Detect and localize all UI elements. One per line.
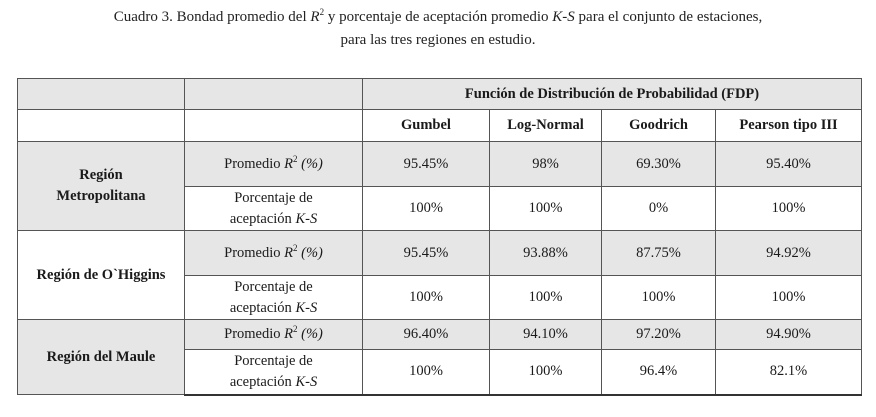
- header-empty-cell: [18, 79, 185, 110]
- table-cell: 100%: [490, 276, 602, 320]
- table-cell: 100%: [490, 350, 602, 395]
- table-cell: 96.4%: [602, 350, 716, 395]
- table-cell: 100%: [716, 276, 862, 320]
- table-cell: 100%: [363, 276, 490, 320]
- table-row: [18, 142, 862, 187]
- table-cell: 97.20%: [602, 320, 716, 350]
- column-header-log-normal: Log-Normal: [490, 110, 602, 142]
- column-header-goodrich: Goodrich: [602, 110, 716, 142]
- table-caption: [0, 6, 876, 52]
- region-name: Región de O`Higgins: [18, 231, 185, 320]
- caption-line-2: para las tres regiones en estudio.: [340, 32, 536, 48]
- header-empty-cell: [185, 79, 363, 110]
- table-cell: 98%: [490, 142, 602, 187]
- region-name: Región del Maule: [18, 320, 185, 395]
- table-cell: 100%: [602, 276, 716, 320]
- metric-label-ks: Porcentaje de aceptación K-S: [185, 187, 363, 231]
- table-cell: 0%: [602, 187, 716, 231]
- column-header-pearson: Pearson tipo III: [716, 110, 862, 142]
- table-cell: 95.40%: [716, 142, 862, 187]
- metric-label-r2: Promedio $R^2$ (%): [185, 142, 363, 187]
- metric-label-ks: Porcentaje de aceptación K-S: [185, 350, 363, 395]
- table-cell: 93.88%: [490, 231, 602, 276]
- region-name: Región Metropolitana: [18, 142, 185, 231]
- header-empty-cell: [18, 110, 185, 142]
- metric-label-r2: Promedio $R^2$ (%): [185, 320, 363, 350]
- caption-line-1: Cuadro 3. Bondad promedio del $R^2$ y porcentaje de aceptación promedio K-S para el conjunto de estaciones,: [113, 7, 763, 25]
- table-cell: 82.1%: [716, 350, 862, 395]
- results-table: [17, 78, 862, 396]
- header-empty-cell: [185, 110, 363, 142]
- table-cell: 95.45%: [363, 231, 490, 276]
- metric-label-r2: Promedio $R^2$ (%): [185, 231, 363, 276]
- table-cell: 94.10%: [490, 320, 602, 350]
- table-cell: 95.45%: [363, 142, 490, 187]
- table-cell: 94.92%: [716, 231, 862, 276]
- header-row-columns: [18, 110, 862, 142]
- header-row-group: [18, 79, 862, 110]
- table-cell: 100%: [363, 187, 490, 231]
- table-cell: 87.75%: [602, 231, 716, 276]
- column-header-gumbel: Gumbel: [363, 110, 490, 142]
- table-cell: 96.40%: [363, 320, 490, 350]
- table-row: [18, 320, 862, 350]
- metric-label-ks: Porcentaje de aceptación K-S: [185, 276, 363, 320]
- table-row: [18, 231, 862, 276]
- table-cell: 100%: [490, 187, 602, 231]
- table-cell: 94.90%: [716, 320, 862, 350]
- table-cell: 100%: [363, 350, 490, 395]
- table-cell: 69.30%: [602, 142, 716, 187]
- fdp-group-header: Función de Distribución de Probabilidad (FDP): [363, 79, 862, 110]
- table-cell: 100%: [716, 187, 862, 231]
